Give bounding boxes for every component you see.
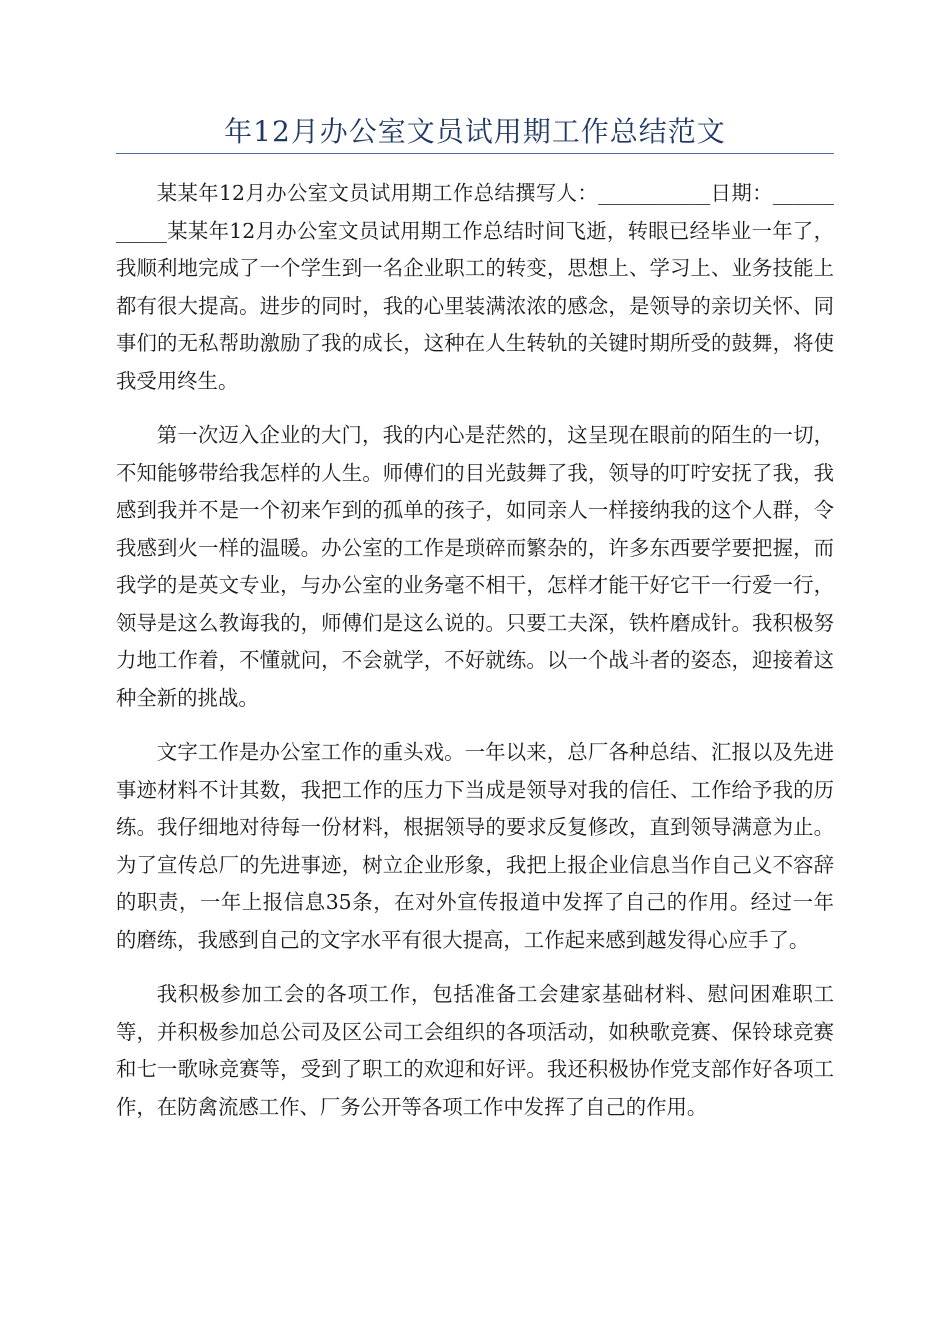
- paragraph-2: 第一次迈入企业的大门，我的内心是茫然的，这呈现在眼前的陌生的一切，不知能够带给我怎样的人生。师傅们的目光鼓舞了我，领导的叮咛安抚了我，我感到我并不是一个初来乍到的孤单的孩子，如同亲人一样接纳我的这个人群，令我感到火一样的温暖。办公室的工作是琐碎而繁杂的，许多东西要学要把握，而我学的是英文专业，与办公室的业务毫不相干，怎样才能干好它干一行爱一行，领导是这么教诲我的，师傅们是这么说的。只要工夫深，铁杵磨成针。我积极努力地工作着，不懂就问，不会就学，不好就练。以一个战斗者的姿态，迎接着这种全新的挑战。: [116, 423, 834, 710]
- paragraph-4: 我积极参加工会的各项工作，包括准备工会建家基础材料、慰问困难职工等，并积极参加总公司及区公司工会组织的各项活动，如秧歌竞赛、保铃球竞赛和七一歌咏竞赛等，受到了职工的欢迎和好评。我还积极协作党支部作好各项工作，在防禽流感工作、厂务公开等各项工作中发挥了自己的作用。: [116, 982, 834, 1119]
- paragraph-3: 文字工作是办公室工作的重头戏。一年以来，总厂各种总结、汇报以及先进事迹材料不计其数，我把工作的压力下当成是领导对我的信任、工作给予我的历练。我仔细地对待每一份材料，根据领导的要求反复修改，直到领导满意为止。为了宣传总厂的先进事迹，树立企业形象，我把上报企业信息当作自己义不容辞的职责，一年上报信息35条，在对外宣传报道中发挥了自己的作用。经过一年的磨练，我感到自己的文字水平有很大提高，工作起来感到越发得心应手了。: [116, 740, 834, 952]
- document-title: 年12月办公室文员试用期工作总结范文: [224, 115, 726, 148]
- paragraph-1: 某某年12月办公室文员试用期工作总结撰写人：___________日期：___________某某年12月办公室文员试用期工作总结时间飞逝，转眼已经毕业一年了，我顺利地完成了一个学生到一名企业职工的转变，思想上、学习上、业务技能上都有很大提高。进步的同时，我的心里装满浓浓的感念，是领导的亲切关怀、同事们的无私帮助激励了我的成长，这种在人生转轨的关键时期所受的鼓舞，将使我受用终生。: [116, 181, 834, 393]
- document-body: [116, 175, 834, 1143]
- title-underline: [116, 153, 834, 154]
